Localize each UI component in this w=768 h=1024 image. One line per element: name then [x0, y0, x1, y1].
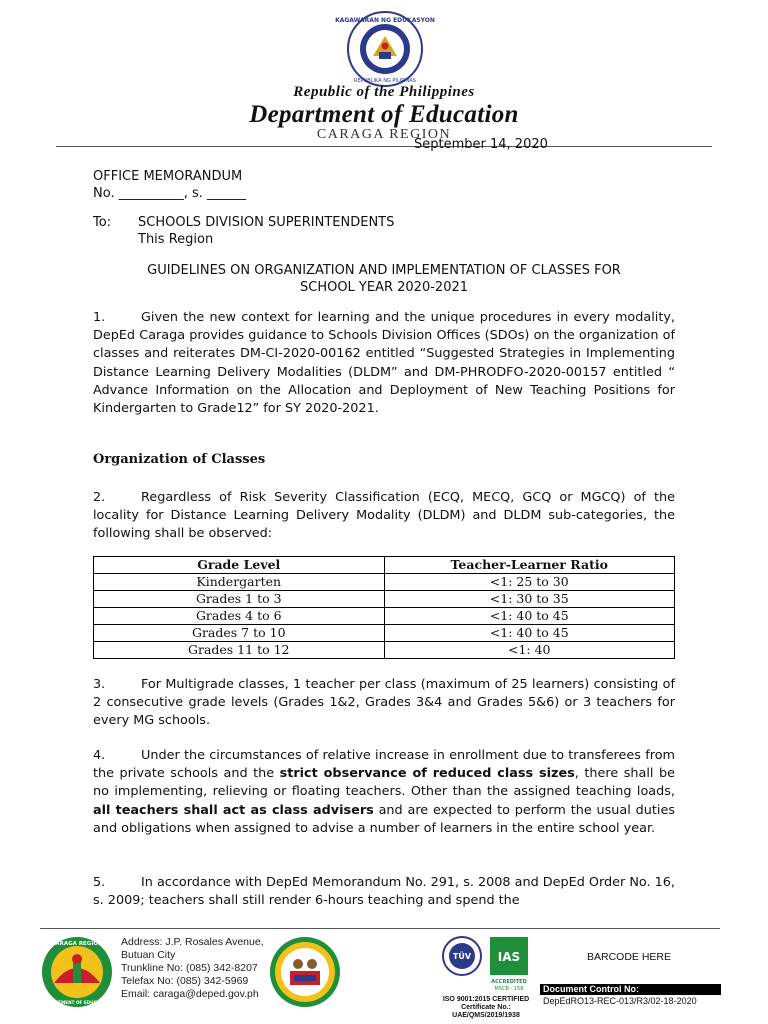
email: Email: caraga@deped.gov.ph: [121, 988, 259, 1000]
document-control-label: Document Control No:: [540, 984, 721, 995]
table-cell-grade: Grades 1 to 3: [94, 591, 385, 608]
address-line-1: Address: J.P. Rosales Avenue,: [121, 936, 264, 948]
header-divider: [56, 146, 712, 147]
paragraph-4-emphasis-class-advisers: all teachers shall act as class advisers: [93, 802, 374, 818]
paragraph-3-text: For Multigrade classes, 1 teacher per class (maximum of 25 learners) consisting of 2 consecutive grade levels (Grades 1&2, Grades 3&4 and Grades 5&6) or 3 teachers for every MG schools.: [93, 677, 675, 729]
caraga-region-logo: [40, 935, 114, 1009]
paragraph-2-text: Regardless of Risk Severity Classification (ECQ, MECQ, GCQ or MGCQ) of the locality for Distance Learning Delivery Modality (DLDM) and DLDM sub-categories, the following shall be observed:: [93, 490, 675, 542]
teacher-learner-ratio-table: [93, 556, 675, 659]
certificate-number-label: Certificate No.:: [461, 1004, 511, 1011]
table-row: [94, 608, 675, 625]
seal-label-top: KAGAWARAN NG EDUKASYON: [335, 17, 435, 24]
paragraph-5-number: 5.: [93, 875, 106, 890]
footer-address: [121, 936, 264, 1001]
table-row: [94, 642, 675, 659]
table-cell-grade: Grades 4 to 6: [94, 608, 385, 625]
to-label: To:: [93, 215, 112, 230]
table-header-grade-level: Grade Level: [94, 557, 385, 574]
table-header-ratio: Teacher-Learner Ratio: [384, 557, 675, 574]
footer-divider: [40, 928, 720, 929]
department-heading: Department of Education: [249, 101, 519, 128]
iso-certified: ISO 9001:2015 CERTIFIED: [442, 996, 530, 1003]
tuv-badge-label: TÜV: [452, 952, 472, 961]
recipient-scope: This Region: [138, 232, 214, 247]
memo-date: September 14, 2020: [414, 137, 548, 152]
table-cell-grade: Kindergarten: [94, 574, 385, 591]
paragraph-2: [93, 489, 675, 544]
certification-text: [440, 996, 532, 1020]
table-cell-ratio: <1: 40 to 45: [384, 608, 675, 625]
paragraph-1-number: 1.: [93, 310, 106, 325]
recipient-name: SCHOOLS DIVISION SUPERINTENDENTS: [138, 215, 395, 230]
table-row: [94, 574, 675, 591]
telefax: Telefax No: (085) 342-5969: [121, 975, 249, 987]
table-row: [94, 625, 675, 642]
paragraph-5-text: In accordance with DepEd Memorandum No. 291, s. 2008 and DepEd Order No. 16, s. 2009; teachers shall still render 6-hours teaching and spend the: [93, 875, 675, 909]
document-control-number: DepEdRO13-REC-013/R3/02-18-2020: [543, 996, 697, 1006]
subject-line-1: GUIDELINES ON ORGANIZATION AND IMPLEMENTATION OF CLASSES FOR: [147, 263, 621, 278]
republic-heading: Republic of the Philippines: [293, 84, 475, 100]
table-cell-ratio: <1: 30 to 35: [384, 591, 675, 608]
table-cell-ratio: <1: 25 to 30: [384, 574, 675, 591]
caraga-logo-bottom-text: DEPARTMENT OF EDUCATION: [42, 1000, 112, 1005]
address-line-2: Butuan City: [121, 949, 176, 961]
paragraph-1-text: Given the new context for learning and the unique procedures in every modality, DepEd Caraga provides guidance to Schools Division Offices (SDOs) on the organization of classes and reiterates DM-CI-2020-00162 entitled “Suggested Strategies in Implementing Distance Learning Delivery Modalities (DLDM” and DM-PHRODFO-2020-00157 entitled “ Advance Information on the Allocation and Deployment of New Teaching Positions for Kindergarten to Grade12” for SY 2020-2021.: [93, 310, 675, 417]
barcode-placeholder: BARCODE HERE: [587, 951, 672, 963]
paragraph-4-text-c: and are expected to perform the usual duties and obligations when assigned to advise a number of learners in the entire school year.: [93, 802, 675, 836]
table-cell-ratio: <1: 40 to 45: [384, 625, 675, 642]
paragraph-2-number: 2.: [93, 490, 106, 505]
paragraph-4-text-a: Under the circumstances of relative increase in enrollment due to transferees from the private schools and the: [93, 748, 675, 782]
paragraph-4-emphasis-class-sizes: strict observance of reduced class sizes: [279, 766, 575, 782]
paragraph-3-number: 3.: [93, 677, 106, 692]
paragraph-4-text-b: , there shall be no implementing, relieving or floating teachers. Other than the assigned teaching loads,: [93, 766, 675, 800]
paragraph-4: [93, 747, 675, 838]
deped-seal-logo: [335, 10, 435, 88]
school-emblem-logo: [268, 935, 342, 1009]
section-heading: Organization of Classes: [93, 452, 266, 467]
table-cell-grade: Grades 7 to 10: [94, 625, 385, 642]
ias-accredited-label: ACCREDITED: [491, 979, 527, 985]
paragraph-3: [93, 676, 675, 731]
paragraph-1: [93, 309, 675, 418]
memo-title: OFFICE MEMORANDUM: [93, 169, 243, 184]
memo-subject: [93, 262, 675, 296]
paragraph-4-number: 4.: [93, 748, 106, 763]
ias-badge-label: IAS: [497, 950, 521, 964]
certificate-number: UAE/QMS/2019/1938: [452, 1012, 520, 1019]
ias-mscb-label: MSCB - 158: [494, 986, 524, 992]
paragraph-5: [93, 874, 675, 910]
memo-number: No. __________, s. ______: [93, 186, 247, 201]
table-cell-grade: Grades 11 to 12: [94, 642, 385, 659]
seal-label-bottom: REPUBLIKA NG PILIPINAS: [354, 78, 416, 84]
memo-title-block: [93, 168, 246, 202]
caraga-logo-top-text: CARAGA REGION: [51, 941, 103, 947]
table-cell-ratio: <1: 40: [384, 642, 675, 659]
table-row: [94, 591, 675, 608]
trunkline: Trunkline No: (085) 342-8207: [121, 962, 258, 974]
table-header-row: [94, 557, 675, 574]
region-heading: CARAGA REGION: [316, 127, 452, 142]
subject-line-2: SCHOOL YEAR 2020-2021: [299, 280, 469, 295]
